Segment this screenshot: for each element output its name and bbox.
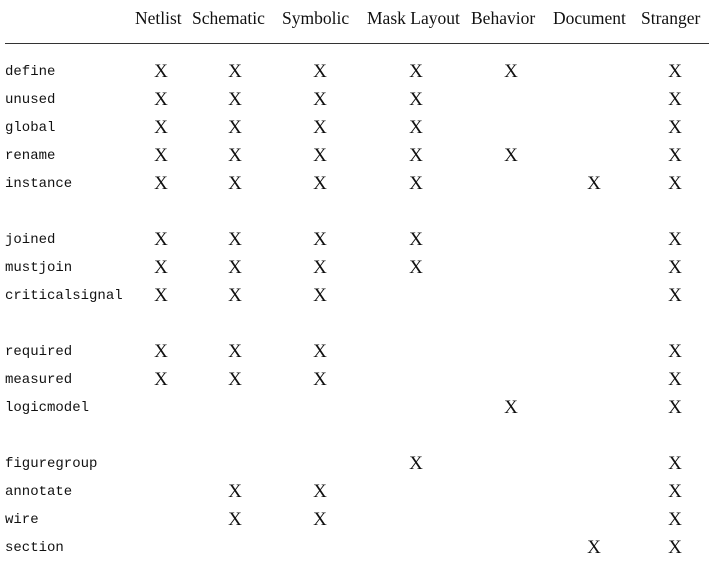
check-mark: X xyxy=(313,145,327,166)
check-mark: X xyxy=(668,481,682,502)
check-mark: X xyxy=(313,509,327,530)
row-label: section xyxy=(5,540,64,556)
check-mark: X xyxy=(668,61,682,82)
table-row xyxy=(0,338,714,366)
table-row xyxy=(0,170,714,198)
check-mark: X xyxy=(668,285,682,306)
table-row xyxy=(0,394,714,422)
row-label: wire xyxy=(5,512,39,528)
row-label: figuregroup xyxy=(5,456,98,472)
check-mark: X xyxy=(154,369,168,390)
check-mark: X xyxy=(154,341,168,362)
check-mark: X xyxy=(409,229,423,250)
row-label: unused xyxy=(5,92,56,108)
check-mark: X xyxy=(154,257,168,278)
table-row xyxy=(0,254,714,282)
table-row xyxy=(0,534,714,562)
table-row xyxy=(0,506,714,534)
check-mark: X xyxy=(668,453,682,474)
check-mark: X xyxy=(668,229,682,250)
check-mark: X xyxy=(409,257,423,278)
check-mark: X xyxy=(409,145,423,166)
table-row xyxy=(0,114,714,142)
check-mark: X xyxy=(313,285,327,306)
row-label: define xyxy=(5,64,56,80)
table-row xyxy=(0,226,714,254)
check-mark: X xyxy=(587,173,601,194)
column-header-behavior: Behavior xyxy=(471,8,536,28)
check-mark: X xyxy=(228,285,242,306)
table-row xyxy=(0,58,714,86)
row-label: global xyxy=(5,120,56,136)
column-header-symbolic: Symbolic xyxy=(282,8,350,28)
check-mark: X xyxy=(313,173,327,194)
check-mark: X xyxy=(154,285,168,306)
header-rule xyxy=(5,43,709,44)
check-mark: X xyxy=(228,61,242,82)
check-mark: X xyxy=(409,89,423,110)
row-label: annotate xyxy=(5,484,73,500)
check-mark: X xyxy=(668,341,682,362)
check-mark: X xyxy=(228,257,242,278)
check-mark: X xyxy=(668,537,682,558)
row-label: rename xyxy=(5,148,56,164)
check-mark: X xyxy=(313,89,327,110)
check-mark: X xyxy=(313,341,327,362)
check-mark: X xyxy=(409,61,423,82)
check-mark: X xyxy=(313,117,327,138)
row-label: mustjoin xyxy=(5,260,73,276)
check-mark: X xyxy=(228,341,242,362)
check-mark: X xyxy=(228,89,242,110)
check-mark: X xyxy=(668,509,682,530)
check-mark: X xyxy=(228,145,242,166)
table-row xyxy=(0,282,714,310)
check-mark: X xyxy=(154,145,168,166)
check-mark: X xyxy=(228,509,242,530)
check-mark: X xyxy=(668,173,682,194)
check-mark: X xyxy=(504,61,518,82)
check-mark: X xyxy=(313,481,327,502)
table-row xyxy=(0,450,714,478)
row-label: instance xyxy=(5,176,73,192)
check-mark: X xyxy=(154,229,168,250)
check-mark: X xyxy=(409,173,423,194)
table-row xyxy=(0,366,714,394)
column-header-netlist: Netlist xyxy=(135,8,182,28)
check-mark: X xyxy=(154,173,168,194)
check-mark: X xyxy=(587,537,601,558)
check-mark: X xyxy=(409,117,423,138)
check-mark: X xyxy=(228,481,242,502)
check-mark: X xyxy=(228,117,242,138)
check-mark: X xyxy=(313,369,327,390)
column-header-document: Document xyxy=(553,8,626,28)
check-mark: X xyxy=(409,453,423,474)
check-mark: X xyxy=(154,61,168,82)
check-mark: X xyxy=(228,229,242,250)
table-row xyxy=(0,142,714,170)
check-mark: X xyxy=(668,257,682,278)
check-mark: X xyxy=(668,397,682,418)
column-header-mask-layout: Mask Layout xyxy=(367,8,460,28)
row-label: measured xyxy=(5,372,73,388)
check-mark: X xyxy=(313,257,327,278)
check-mark: X xyxy=(504,397,518,418)
column-header-schematic: Schematic xyxy=(192,8,265,28)
table-row xyxy=(0,478,714,506)
check-mark: X xyxy=(668,117,682,138)
check-mark: X xyxy=(313,61,327,82)
column-header-stranger: Stranger xyxy=(641,8,701,28)
check-mark: X xyxy=(668,369,682,390)
check-mark: X xyxy=(668,145,682,166)
check-mark: X xyxy=(228,173,242,194)
table-row xyxy=(0,86,714,114)
row-label: required xyxy=(5,344,73,360)
check-mark: X xyxy=(313,229,327,250)
check-mark: X xyxy=(228,369,242,390)
check-mark: X xyxy=(154,89,168,110)
check-mark: X xyxy=(154,117,168,138)
row-label: joined xyxy=(5,232,56,248)
check-mark: X xyxy=(668,89,682,110)
row-label: criticalsignal xyxy=(5,288,123,304)
row-label: logicmodel xyxy=(5,400,90,416)
check-mark: X xyxy=(504,145,518,166)
